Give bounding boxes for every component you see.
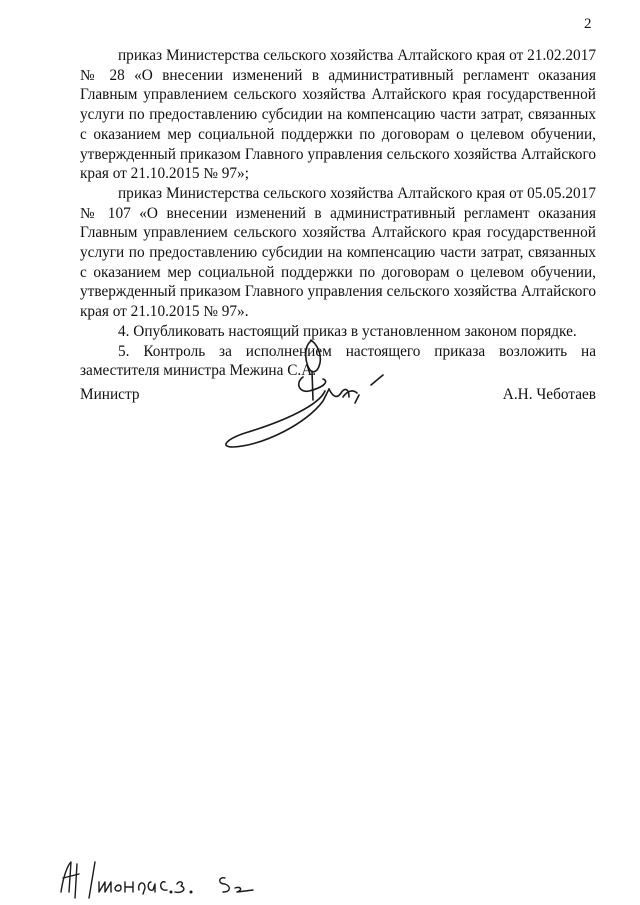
control-clause: 5. Контроль за исполнением настоящего приказа возложить на заместителя министра Межина С.А. (80, 342, 596, 380)
document-body (80, 46, 596, 381)
signer-position: Министр (80, 386, 140, 403)
page-number: 2 (584, 16, 592, 32)
publication-clause: 4. Опубликовать настоящий приказ в установленном законом порядке. (118, 322, 577, 340)
handwritten-signature (215, 335, 395, 450)
order-reference-paragraph: приказ Министерства сельского хозяйства Алтайского края от 05.05.2017 № 107 «О внесении изменений в административный регламент оказания Главным управлением сельского хозяйства Алтайского края государственной услуги по предоставлению субсидии на компенсацию части затрат, связанных с оказанием мер социальной поддержки по договорам о целевом обучении, утвержденный приказом Главного управления сельского хозяйства Алтайского края от 21.10.2015 № 97». (80, 184, 596, 321)
approval-visa-signature (55, 858, 295, 904)
order-reference-paragraph: приказ Министерства сельского хозяйства Алтайского края от 21.02.2017 № 28 «О внесении изменений в административный регламент оказания Главным управлением сельского хозяйства Алтайского края государственной услуги по предоставлению субсидии на компенсацию части затрат, связанных с оказанием мер социальной поддержки по договорам о целевом обучении, утвержденный приказом Главного управления сельского хозяйства Алтайского края от 21.10.2015 № 97»; (80, 47, 596, 183)
signer-name: А.Н. Чеботаев (502, 386, 596, 403)
